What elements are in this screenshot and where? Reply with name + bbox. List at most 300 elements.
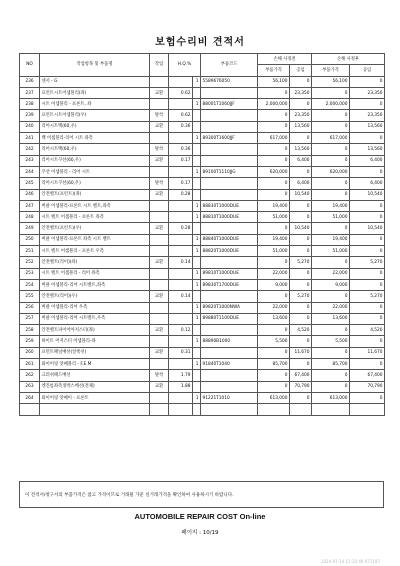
work-type: 교환 (150, 347, 169, 358)
part-code (201, 87, 258, 98)
before-labor: 4,520 (290, 325, 312, 336)
before-labor: 11,670 (290, 347, 312, 358)
item-name: 버클 어셈블리-프론트 시트 벨트,좌측 (40, 200, 150, 211)
after-labor: 0 (350, 302, 385, 313)
after-part-price: 620,000 (312, 166, 350, 177)
after-labor: 0 (350, 313, 385, 324)
before-labor: 0 (290, 99, 312, 110)
work-type: 교환 (150, 257, 169, 268)
hq-value: 0.31 (169, 347, 193, 358)
before-labor: 0 (290, 279, 312, 290)
after-part-price: 5,500 (312, 336, 350, 347)
row-no: 254 (20, 279, 40, 290)
before-part-price: 0 (258, 189, 290, 200)
part-code (201, 381, 258, 392)
qty (193, 110, 201, 121)
part-code: 91840T1040 (201, 359, 258, 370)
row-no: 260 (20, 347, 40, 358)
table-row (20, 133, 385, 144)
part-code: 88810T1000DUE (201, 212, 258, 223)
part-code: 88890B1000 (201, 336, 258, 347)
qty: 1 (193, 336, 201, 347)
work-type (150, 302, 169, 313)
qty: 1 (193, 279, 201, 290)
part-code (201, 347, 258, 358)
after-labor: 5,270 (350, 257, 385, 268)
row-no: 261 (20, 359, 40, 370)
page-number: 페이지 : 10/19 (181, 530, 219, 536)
before-part-price: 5,500 (258, 336, 290, 347)
before-part-price: 0 (258, 178, 290, 189)
work-type: 교환 (150, 121, 169, 132)
hq-value (169, 313, 193, 324)
qty (193, 223, 201, 234)
before-labor: 0 (290, 133, 312, 144)
qty: 1 (193, 76, 201, 87)
before-part-price: 85,700 (258, 359, 290, 370)
after-labor: 0 (350, 392, 385, 403)
work-type: 탈착 (150, 110, 169, 121)
part-code (201, 325, 258, 336)
hq-value (169, 336, 193, 347)
qty (193, 144, 201, 155)
qty (193, 121, 201, 132)
after-part-price: 0 (312, 121, 350, 132)
after-labor: 70,790 (350, 381, 385, 392)
item-name: 리어시트쿠션(60,우) (40, 155, 150, 166)
before-labor: 13,560 (290, 121, 312, 132)
item-name: 하이트 어저스터 어셈블리-좌 (40, 336, 150, 347)
table-row (20, 178, 385, 189)
part-code (201, 257, 258, 268)
empty-cell (350, 404, 385, 415)
qty (193, 178, 201, 189)
item-name: 프런트시트어셈블리(우) (40, 110, 150, 121)
part-code: 89100T1110JJG (201, 166, 258, 177)
work-type: 교환 (150, 291, 169, 302)
item-name: 버클 어셈블리-프론트 좌측 시트 벨트 (40, 234, 150, 245)
after-part-price: 9,000 (312, 279, 350, 290)
before-part-price: 9,000 (258, 279, 290, 290)
hq-value: 0.17 (169, 155, 193, 166)
qty (193, 347, 201, 358)
table-row (20, 291, 385, 302)
before-labor: 0 (290, 302, 312, 313)
after-labor: 13,560 (350, 121, 385, 132)
item-name: 시트 벨트 어셈블리 - 프론트 우측 (40, 246, 150, 257)
after-part-price: 19,400 (312, 200, 350, 211)
table-row (20, 121, 385, 132)
table-row (20, 392, 385, 403)
hq-value: 1.79 (169, 370, 193, 381)
item-name: 안전벨트(리어)(좌) (40, 257, 150, 268)
col-code: 부품코드 (201, 54, 258, 77)
after-part-price: 0 (312, 144, 350, 155)
table-row (20, 200, 385, 211)
table-row (20, 166, 385, 177)
part-code (201, 189, 258, 200)
hq-value (169, 99, 193, 110)
after-part-price: 22,000 (312, 302, 350, 313)
hq-value: 1.88 (169, 381, 193, 392)
part-code (201, 291, 258, 302)
hq-value (169, 268, 193, 279)
empty-row (20, 404, 385, 415)
after-labor: 10,540 (350, 223, 385, 234)
col-hq: H.Q.% (169, 54, 201, 77)
after-labor: 5,270 (350, 291, 385, 302)
after-part-price: 56,100 (312, 76, 350, 87)
before-labor: 5,270 (290, 257, 312, 268)
after-labor: 0 (350, 76, 385, 87)
after-part-price: 617,000 (312, 133, 350, 144)
row-no: 244 (20, 166, 40, 177)
before-part-price: 0 (258, 325, 290, 336)
before-labor: 0 (290, 200, 312, 211)
before-part-price: 0 (258, 144, 290, 155)
item-name: 센서 - G (40, 76, 150, 87)
table-row (20, 359, 385, 370)
work-type (150, 246, 169, 257)
hq-value (169, 234, 193, 245)
work-type (150, 234, 169, 245)
work-type: 교환 (150, 155, 169, 166)
before-labor: 6,400 (290, 155, 312, 166)
before-part-price: 13,600 (258, 313, 290, 324)
qty: 1 (193, 133, 201, 144)
table-row (20, 144, 385, 155)
hq-value: 0.14 (169, 291, 193, 302)
row-no: 236 (20, 76, 40, 87)
qty: 1 (193, 246, 201, 257)
part-code (201, 121, 258, 132)
row-no: 250 (20, 234, 40, 245)
qty: 1 (193, 99, 201, 110)
after-labor: 0 (350, 166, 385, 177)
part-code (201, 110, 258, 121)
qty: 1 (193, 166, 201, 177)
before-part-price: 0 (258, 381, 290, 392)
before-labor: 0 (290, 76, 312, 87)
after-part-price: 51,000 (312, 246, 350, 257)
item-name: 리어시트백(60,우) (40, 121, 150, 132)
part-code: 89830T1700DUE (201, 279, 258, 290)
qty: 1 (193, 212, 201, 223)
item-name: 엔진룸좌측정박스배선(전체) (40, 381, 150, 392)
after-labor: 0 (350, 359, 385, 370)
after-labor: 0 (350, 279, 385, 290)
empty-cell (169, 404, 193, 415)
row-no: 256 (20, 302, 40, 313)
hq-value (169, 200, 193, 211)
after-labor: 23,350 (350, 87, 385, 98)
before-part-price: 0 (258, 223, 290, 234)
after-part-price: 0 (312, 110, 350, 121)
row-no: 259 (20, 336, 40, 347)
part-code (201, 155, 258, 166)
row-no: 255 (20, 291, 40, 302)
after-part-price: 22,000 (312, 268, 350, 279)
table-row (20, 370, 385, 381)
after-part-price: 0 (312, 87, 350, 98)
before-labor: 0 (290, 359, 312, 370)
part-code: 88840T1000DUE (201, 234, 258, 245)
footer-title: AUTOMOBILE REPAIR COST On-line (134, 512, 266, 521)
qty (193, 381, 201, 392)
before-labor: 0 (290, 212, 312, 223)
before-labor: 13,560 (290, 144, 312, 155)
work-type (150, 133, 169, 144)
table-row (20, 99, 385, 110)
item-name: 시트 어셈블리 - 프론트, 좌 (40, 99, 150, 110)
part-code: 5589676050 (201, 76, 258, 87)
after-labor: 23,350 (350, 110, 385, 121)
after-part-price: 19,400 (312, 234, 350, 245)
table-row (20, 325, 385, 336)
item-name: 와이어링 앗쎄이 - 프론트 (40, 392, 150, 403)
work-type (150, 76, 169, 87)
after-labor: 67,400 (350, 370, 385, 381)
before-part-price: 620,000 (258, 166, 290, 177)
work-type (150, 200, 169, 211)
before-labor: 10,540 (290, 223, 312, 234)
before-part-price: 0 (258, 121, 290, 132)
after-labor: 0 (350, 212, 385, 223)
row-no: 243 (20, 155, 40, 166)
row-no: 262 (20, 370, 40, 381)
row-no: 249 (20, 223, 40, 234)
after-labor: 4,520 (350, 325, 385, 336)
item-name: 쿠션 어셈블리 - 리어 시트 (40, 166, 150, 177)
col-after: 손해 사정후 (312, 54, 385, 65)
work-type (150, 392, 169, 403)
header-row-1 (20, 54, 385, 65)
notice-box (19, 481, 384, 508)
hq-value (169, 76, 193, 87)
table-row (20, 313, 385, 324)
row-no: 252 (20, 257, 40, 268)
work-type (150, 268, 169, 279)
row-no: 237 (20, 87, 40, 98)
hq-value (169, 302, 193, 313)
table-row (20, 234, 385, 245)
row-no: 251 (20, 246, 40, 257)
before-labor: 0 (290, 166, 312, 177)
table-row (20, 347, 385, 358)
table-row (20, 87, 385, 98)
empty-cell (150, 404, 169, 415)
part-code: 88001T1060JJF (201, 99, 258, 110)
before-part-price: 51,000 (258, 246, 290, 257)
before-part-price: 0 (258, 110, 290, 121)
hq-value (169, 279, 193, 290)
row-no: 239 (20, 110, 40, 121)
col-after-part: 부품가격 (312, 65, 350, 76)
after-labor: 0 (350, 133, 385, 144)
before-part-price: 56,100 (258, 76, 290, 87)
table-row (20, 268, 385, 279)
table-row (20, 223, 385, 234)
row-no: 264 (20, 392, 40, 403)
before-part-price: 2,000,000 (258, 99, 290, 110)
hq-value: 0.28 (169, 189, 193, 200)
table-row (20, 155, 385, 166)
row-no: 241 (20, 133, 40, 144)
before-labor: 0 (290, 336, 312, 347)
item-name: 프런트패널배선(앞쪽선) (40, 347, 150, 358)
work-type: 탈착 (150, 178, 169, 189)
before-labor: 0 (290, 268, 312, 279)
hq-value: 0.17 (169, 178, 193, 189)
qty (193, 189, 201, 200)
table-body (20, 76, 385, 415)
after-part-price: 613,000 (312, 392, 350, 403)
work-type (150, 336, 169, 347)
before-labor: 6,400 (290, 178, 312, 189)
qty: 1 (193, 268, 201, 279)
before-labor: 5,270 (290, 291, 312, 302)
table-row (20, 246, 385, 257)
after-labor: 0 (350, 268, 385, 279)
hq-value (169, 166, 193, 177)
qty: 1 (193, 302, 201, 313)
empty-cell (40, 404, 150, 415)
hq-value: 0.62 (169, 110, 193, 121)
before-labor: 0 (290, 313, 312, 324)
row-no: 263 (20, 381, 40, 392)
after-part-price: 0 (312, 347, 350, 358)
work-type: 교환 (150, 189, 169, 200)
after-part-price: 0 (312, 223, 350, 234)
work-type (150, 279, 169, 290)
after-part-price: 13,600 (312, 313, 350, 324)
before-part-price: 613,000 (258, 392, 290, 403)
qty: 1 (193, 392, 201, 403)
before-part-price: 0 (258, 155, 290, 166)
work-type: 교환 (150, 87, 169, 98)
before-labor: 0 (290, 234, 312, 245)
table-row (20, 279, 385, 290)
row-no: 248 (20, 212, 40, 223)
item-name: 안전벨트(리어)(우) (40, 291, 150, 302)
before-labor: 0 (290, 392, 312, 403)
item-name: 리어시트백(60,우) (40, 144, 150, 155)
item-name: 리어시트쿠션(60,우) (40, 178, 150, 189)
row-no: 242 (20, 144, 40, 155)
after-part-price: 0 (312, 381, 350, 392)
after-part-price: 0 (312, 257, 350, 268)
col-after-labor: 공임 (350, 65, 385, 76)
before-labor: 23,350 (290, 87, 312, 98)
page-title: 보험수리비 견적서 (155, 37, 245, 48)
part-code (201, 178, 258, 189)
after-part-price: 0 (312, 325, 350, 336)
item-name: 버클 어셈블리-리어 우측 (40, 302, 150, 313)
item-name: 시트 벨트 어셈블리 - 리어 좌측 (40, 268, 150, 279)
before-part-price: 0 (258, 347, 290, 358)
table-row (20, 76, 385, 87)
work-type (150, 359, 169, 370)
after-labor: 0 (350, 200, 385, 211)
hq-value: 0.62 (169, 87, 193, 98)
table-row (20, 110, 385, 121)
item-name: 버클 어셈블리-리어 시트벨트,우측 (40, 313, 150, 324)
after-labor: 6,400 (350, 155, 385, 166)
work-type (150, 99, 169, 110)
table-row (20, 212, 385, 223)
work-type: 탈착 (150, 370, 169, 381)
after-part-price: 51,000 (312, 212, 350, 223)
hq-value: 0.36 (169, 121, 193, 132)
qty (193, 87, 201, 98)
work-type: 교환 (150, 223, 169, 234)
hq-value: 0.14 (169, 257, 193, 268)
item-name: 백 어셈블리-리어 시트 좌측 (40, 133, 150, 144)
after-part-price: 0 (312, 189, 350, 200)
work-type: 교환 (150, 381, 169, 392)
before-part-price: 19,400 (258, 200, 290, 211)
after-labor: 6,400 (350, 178, 385, 189)
row-no: 253 (20, 268, 40, 279)
qty (193, 325, 201, 336)
qty: 1 (193, 359, 201, 370)
after-part-price: 0 (312, 291, 350, 302)
row-no: 238 (20, 99, 40, 110)
part-code: 89810T1000DUE (201, 268, 258, 279)
row-no: 246 (20, 189, 40, 200)
empty-cell (312, 404, 350, 415)
col-name: 작업항목 및 부품명 (40, 54, 150, 77)
before-part-price: 51,000 (258, 212, 290, 223)
before-labor: 10,540 (290, 189, 312, 200)
before-part-price: 0 (258, 257, 290, 268)
before-labor: 0 (290, 246, 312, 257)
item-name: 안전벨트(프런트)(우) (40, 223, 150, 234)
qty (193, 155, 201, 166)
work-type (150, 166, 169, 177)
before-labor: 67,400 (290, 370, 312, 381)
before-part-price: 0 (258, 370, 290, 381)
table-row (20, 257, 385, 268)
item-name: 와이어링 앗쎄블리 - F.E.M (40, 359, 150, 370)
part-code: 89880T1100DUE (201, 313, 258, 324)
row-no: 258 (20, 325, 40, 336)
item-name: 시트 벨트 어셈블리 - 프론트 좌측 (40, 212, 150, 223)
before-labor: 23,350 (290, 110, 312, 121)
after-labor: 10,540 (350, 189, 385, 200)
hq-value (169, 133, 193, 144)
item-name: 크러쉬패드배선 (40, 370, 150, 381)
qty: 1 (193, 234, 201, 245)
table-row (20, 381, 385, 392)
col-before-part: 부품가격 (258, 65, 290, 76)
work-type: 교환 (150, 325, 169, 336)
before-part-price: 22,000 (258, 302, 290, 313)
before-labor: 70,790 (290, 381, 312, 392)
hq-value (169, 359, 193, 370)
hq-value: 0.28 (169, 223, 193, 234)
empty-cell (20, 404, 40, 415)
after-part-price: 0 (312, 178, 350, 189)
after-part-price: 0 (312, 370, 350, 381)
hq-value (169, 246, 193, 257)
qty (193, 370, 201, 381)
work-type (150, 212, 169, 223)
after-labor: 0 (350, 234, 385, 245)
item-name: 버클 어셈블리-리어 시트벨트,좌측 (40, 279, 150, 290)
hq-value: 0.36 (169, 144, 193, 155)
after-part-price: 0 (312, 155, 350, 166)
